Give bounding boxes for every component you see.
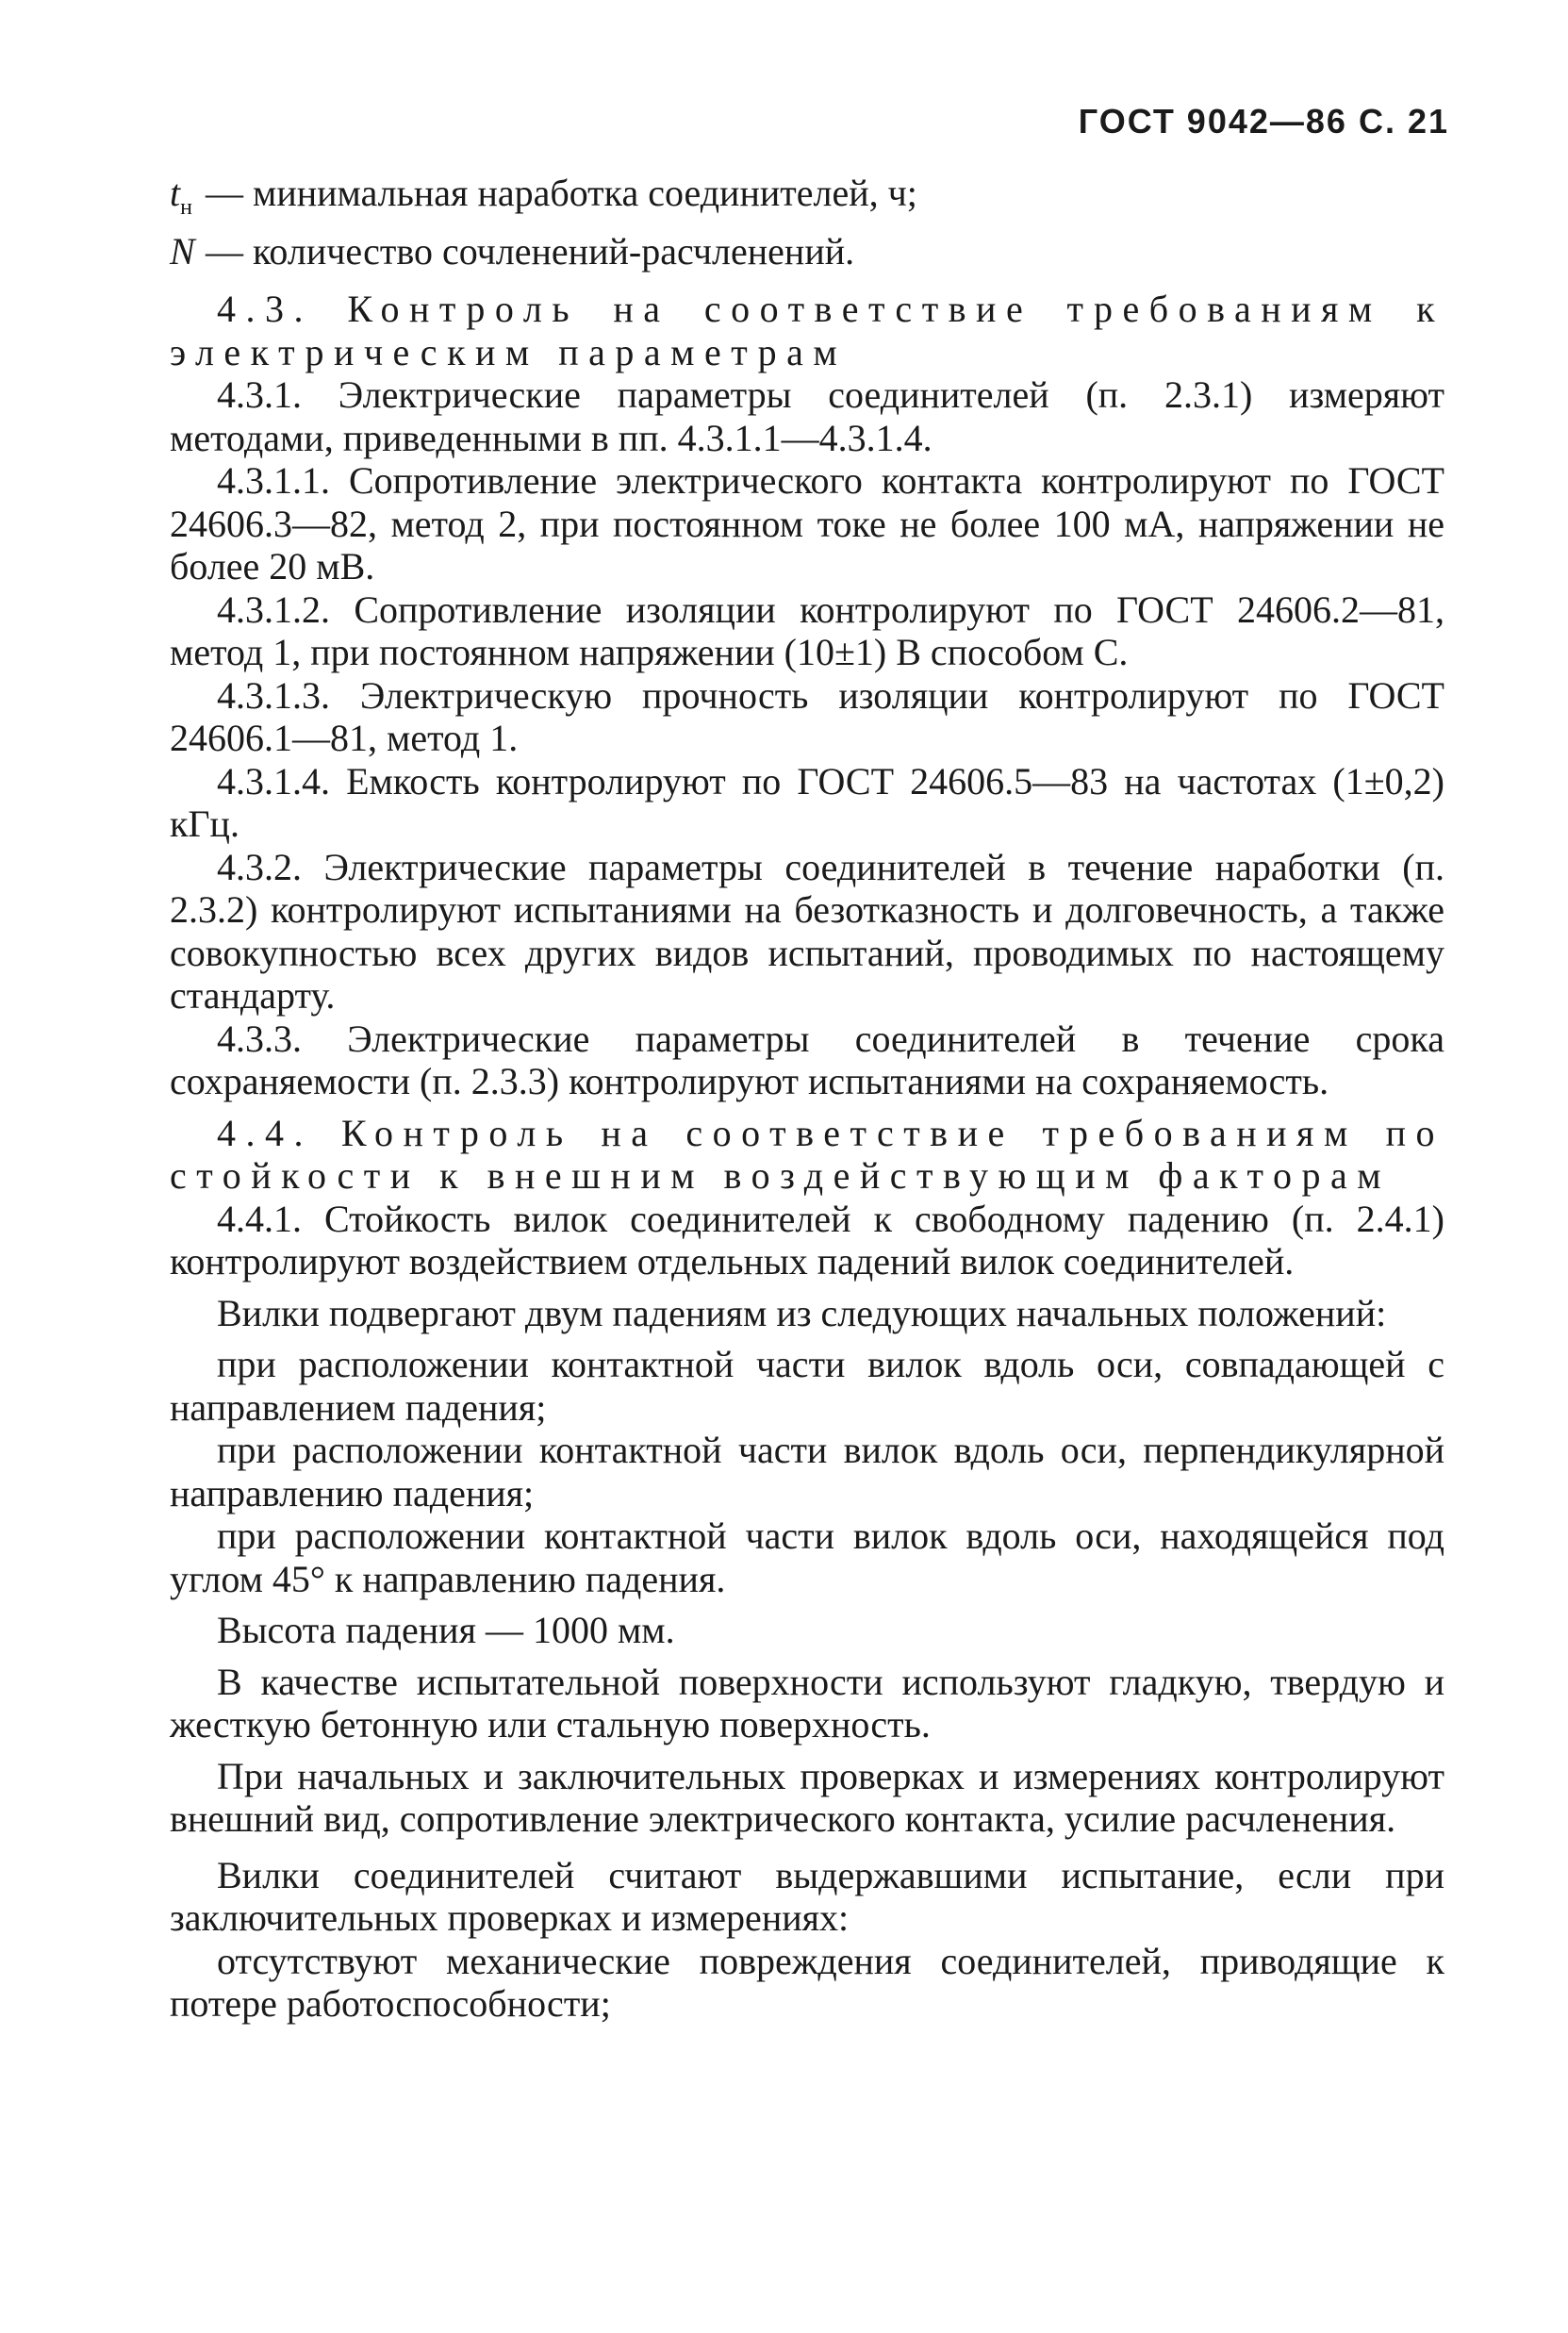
legend-symbol: N xyxy=(170,229,195,273)
paragraph: 4.3.1.4. Емкость контролируют по ГОСТ 24606.5—83 на частотах (1±0,2) кГц. xyxy=(170,759,1444,845)
list-item: при расположении контактной части вилок вдоль оси, перпендикулярной направлению падения; xyxy=(170,1429,1444,1514)
paragraph: При начальных и заключительных проверках и измерениях контролируют внешний вид, сопротивление электрического контакта, усилие расчленения. xyxy=(170,1754,1444,1840)
paragraph: Высота падения — 1000 мм. xyxy=(217,1609,675,1651)
paragraph: 4.3.3. Электрические параметры соединителей в течение срока сохраняемости (п. 2.3.3) контролируют испытаниями на сохраняемость. xyxy=(170,1017,1444,1102)
section-heading: 4.3. Контроль на соответствие требованиям к электрическим параметрам xyxy=(170,288,1444,373)
list-item: отсутствуют механические повреждения соединителей, приводящие к потере работоспособности; xyxy=(170,1939,1444,2025)
list-item: при расположении контактной части вилок вдоль оси, находящейся под углом 45° к направлению падения. xyxy=(170,1514,1444,1600)
legend-item xyxy=(170,172,1444,230)
paragraph: Вилки подвергают двум падениям из следующих начальных положений: xyxy=(217,1291,1387,1334)
list-item: при расположении контактной части вилок вдоль оси, совпадающей с направлением падения; xyxy=(170,1343,1444,1429)
section-heading: 4.4. Контроль на соответствие требованиям по стойкости к внешним воздействующим факторам xyxy=(170,1111,1444,1197)
paragraph: Вилки соединителей считают выдержавшими испытание, если при заключительных проверках и измерениях: xyxy=(170,1853,1444,1939)
paragraph: 4.4.1. Стойкость вилок соединителей к свободному падению (п. 2.4.1) контролируют воздействием отдельных падений вилок соединителей. xyxy=(170,1197,1444,1282)
paragraph: 4.3.1.1. Сопротивление электрического контакта контролируют по ГОСТ 24606.3—82, метод 2, при постоянном токе не более 100 мА, напряжении не более 20 мВ. xyxy=(170,459,1444,587)
legend-symbol: $t_н$ xyxy=(170,172,192,220)
legend-text: — количество сочленений-расчленений. xyxy=(206,229,855,273)
legend-item xyxy=(170,230,1444,289)
document-body xyxy=(170,172,1444,2026)
paragraph: 4.3.1. Электрические параметры соединителей (п. 2.3.1) измеряют методами, приведенными в пп. 4.3.1.1—4.3.1.4. xyxy=(170,373,1444,459)
paragraph: 4.3.2. Электрические параметры соединителей в течение наработки (п. 2.3.2) контролируют испытаниями на безотказность и долговечность, а также совокупностью всех других видов испытаний, проводимых по настоящему стандарту. xyxy=(170,845,1444,1017)
paragraph: В качестве испытательной поверхности используют гладкую, твердую и жесткую бетонную или стальную поверхность. xyxy=(170,1660,1444,1746)
page-header: ГОСТ 9042—86 С. 21 xyxy=(1078,102,1449,141)
legend-text: — минимальная наработка соединителей, ч; xyxy=(206,172,917,214)
paragraph: 4.3.1.2. Сопротивление изоляции контролируют по ГОСТ 24606.2—81, метод 1, при постоянном напряжении (10±1) В способом С. xyxy=(170,587,1444,673)
paragraph: 4.3.1.3. Электрическую прочность изоляции контролируют по ГОСТ 24606.1—81, метод 1. xyxy=(170,673,1444,759)
